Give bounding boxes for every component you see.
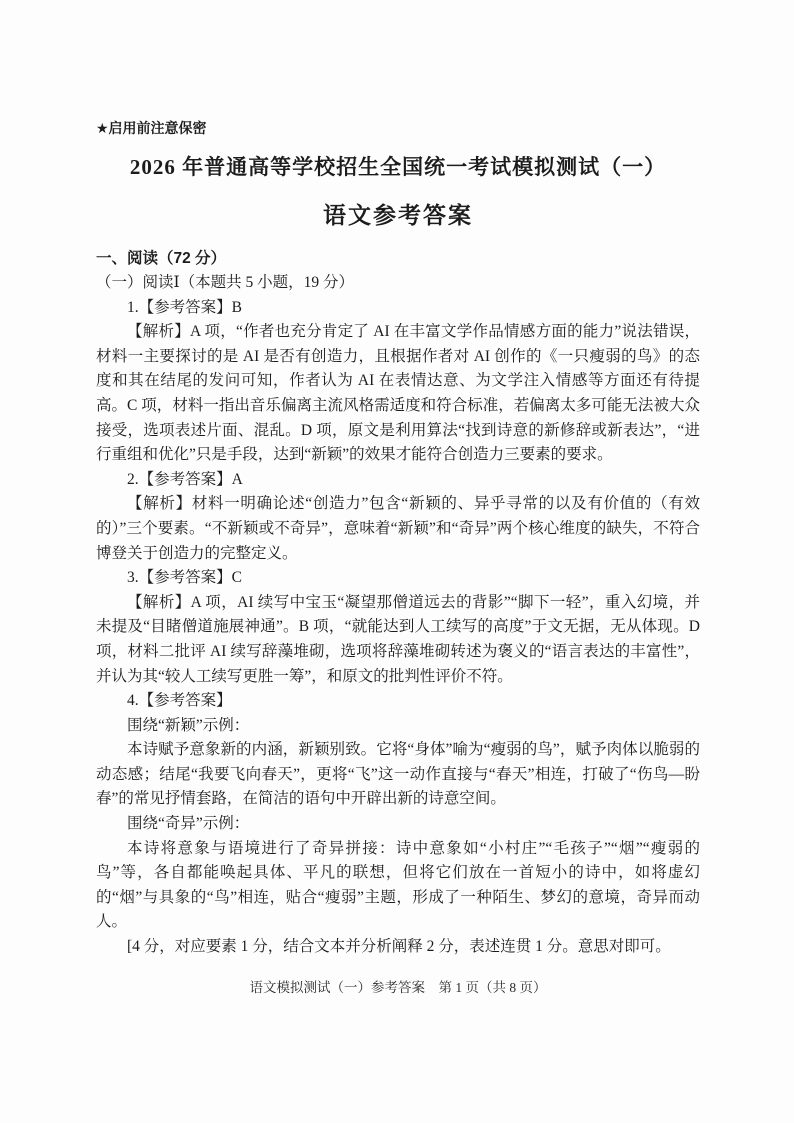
exam-title: 2026 年普通高等学校招生全国统一考试模拟测试（一） bbox=[129, 155, 667, 179]
answer-q3: 3.【参考答案】C bbox=[127, 569, 242, 587]
answer-q4-example-2-label: 围绕“奇异”示例： bbox=[127, 815, 250, 833]
answer-q4-example-1-body: 本诗赋予意象新的内涵，新颖别致。它将“身体”喻为“瘦弱的鸟”，赋予肉体以脆弱的动态感；结尾“我要飞向春天”，更将“飞”这一动作直接与“春天”相连，打破了“伤鸟—盼春”的常见抒情套路，在简洁的语句中开辟出新的诗意空间。 bbox=[96, 741, 700, 808]
answer-q4-example-1-label: 围绕“新颖”示例： bbox=[127, 716, 250, 734]
answer-q4-scoring-note: [4 分，对应要素 1 分，结合文本并分析阐释 2 分，表述连贯 1 分。意思对即可。 bbox=[127, 938, 671, 956]
analysis-q1: 【解析】A 项，“作者也充分肯定了 AI 在丰富文学作品情感方面的能力”说法错误，材料一主要探讨的是 AI 是否有创造力，且根据作者对 AI 创作的《一只瘦弱的鸟》的态度和其在结尾的发问可知，作者认为 AI 在表情达意、为文学注入情感等方面还有待提高。C 项，材料一指出音乐偏离主流风格需适度和符合标准，若偏离太多可能无法被大众接受，选项表述片面、混乱。D 项，原文是利用算法“找到诗意的新修辞或新表达”，“进行重组和优化”只是手段，达到“新颖”的效果才能符合创造力三要素的要求。 bbox=[96, 323, 700, 464]
subsection-heading-reading-1: （一）阅读Ⅰ（本题共 5 小题，19 分） bbox=[96, 274, 354, 291]
analysis-q3: 【解析】A 项，AI 续写中宝玉“凝望那僧道远去的背影”“脚下一轻”，重入幻境，并未提及“目睹僧道施展神通”。B 项，“就能达到人工续写的高度”于文无据，无从体现。D 项，材料二批评 AI 续写辞藻堆砌，选项将辞藻堆砌转述为褒义的“语言表达的丰富性”，并认为其“较人工续写更胜一筹”，和原文的批判性评价不符。 bbox=[96, 593, 700, 685]
answer-q4: 4.【参考答案】 bbox=[127, 692, 232, 710]
answer-q4-example-2-body: 本诗将意象与语境进行了奇异拼接：诗中意象如“小村庄”“毛孩子”“烟”“瘦弱的鸟”等，各自都能唤起具体、平凡的联想，但将它们放在一首短小的诗中，如将虚幻的“烟”与具象的“鸟”相连，贴合“瘦弱”主题，形成了一种陌生、梦幻的意境，奇异而动人。 bbox=[96, 839, 700, 931]
security-notice: ★启用前注意保密 bbox=[96, 120, 207, 136]
answer-q2: 2.【参考答案】A bbox=[127, 470, 243, 488]
section-heading-reading: 一、阅读（72 分） bbox=[96, 250, 227, 267]
analysis-q2: 【解析】材料一明确论述“创造力”包含“新颖的、异乎寻常的以及有价值的（有效的）”三个要素。“不新颖或不奇异”，意味着“新颖”和“奇异”两个核心维度的缺失，不符合博登关于创造力的完整定义。 bbox=[96, 495, 700, 562]
page-footer: 语文模拟测试（一）参考答案 第 1 页（共 8 页） bbox=[249, 979, 547, 995]
answer-key-title: 语文参考答案 bbox=[323, 202, 473, 228]
answer-q1: 1.【参考答案】B bbox=[127, 298, 242, 316]
